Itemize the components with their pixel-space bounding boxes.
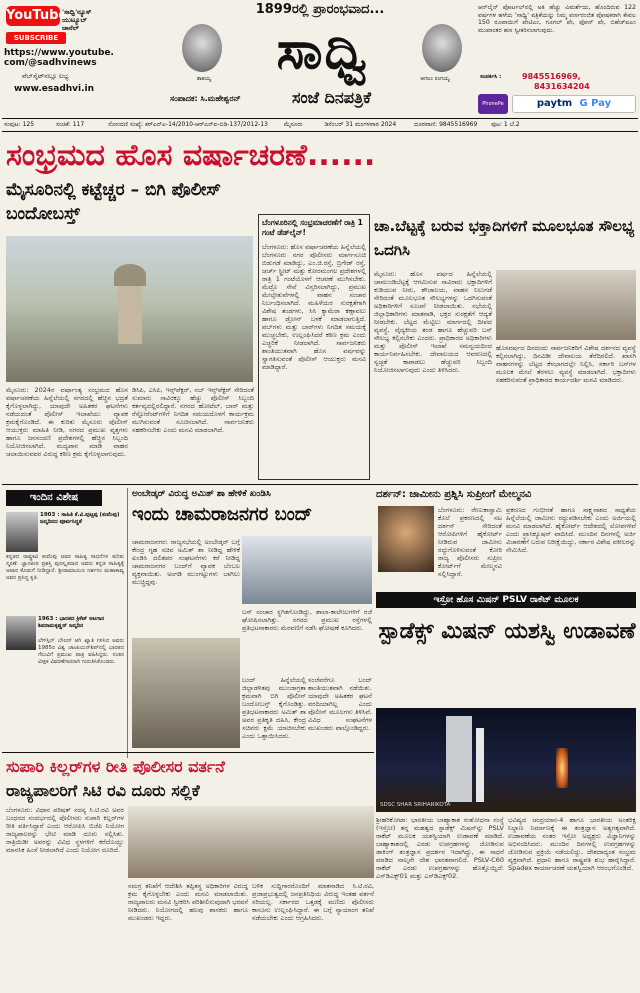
founded-line: 1899ರಲ್ಲಿ ಪ್ರಾರಂಭವಾದ... <box>255 2 385 17</box>
rocket-body <box>476 728 484 802</box>
editor-line: ಸಂಪಾದಕ: ಸಿ.ಮಹೇಶ್ವರನ್ <box>170 94 241 103</box>
darshan-photo <box>378 506 434 572</box>
side-headline: ಬೆಂಗಳೂರಿನಲ್ಲಿ ಸಂಭ್ರಮಾಚರಣೆಗೆ ರಾತ್ರಿ 1 ಗಂಟೆ ಡೆಡ್‌ಲೈನ್! <box>262 218 363 237</box>
dome <box>114 264 146 286</box>
paytm-logo: paytm <box>536 98 573 109</box>
isro-photo-caption: SDSC SHAR SRIHARIKOTA <box>380 802 451 808</box>
history-box <box>4 488 128 758</box>
history-heading: ಇಂದಿನ ವಿಶೇಷ <box>6 490 102 506</box>
divider-info <box>2 131 638 132</box>
isro-body-2: ಭವಿಷ್ಯದ ಚಂದ್ರಯಾನ-4 ಹಾಗೂ ಭಾರತೀಯ ಅಂತರಿಕ್ಷ ನಿಲ್ದಾಣ ನಿರ್ಮಾಣಕ್ಕೆ ಈ ತಂತ್ರಜ್ಞಾನ ಅತ್ಯಗತ್ಯವಾಗಿದೆ. ಉಡಾವಣೆಯ ನಂತರ ಇಸ್ರೋ ಅಧ್ಯಕ್ಷರು ವಿಜ್ಞಾನಿಗಳನ್ನು ಅಭಿನಂದಿಸಿದರು. ಮುಂದಿನ ದಿನಗಳಲ್ಲಿ ಉಪಗ್ರಹಗಳನ್ನು ಜೋಡಿಸುವ ಪ್ರಕ್ರಿಯೆ ನಡೆಯಲಿದ್ದು, ದೇಶದಾದ್ಯಂತ ಸಂಭ್ರಮ ವ್ಯಕ್ತವಾಗಿದೆ. ಪ್ರಧಾನಿ ಹಾಗೂ ರಾಷ್ಟ್ರಪತಿ ಶುಭ ಹಾರೈಸಿದ್ದಾರೆ. Spadex ಕಾರ್ಯಾಚರಣೆ ಯಶಸ್ವಿಯಾಗಿ ಆರಂಭಗೊಂಡಿದೆ. <box>508 816 636 872</box>
divider-bottom <box>2 752 374 753</box>
ctravi-headline-1: ಸುಪಾರಿ ಕಿಲ್ಲರ್‌ಗಳ ರೀತಿ ಪೊಲೀಸರ ವರ್ತನೆ <box>6 757 225 776</box>
lead-banner: ಸಂಭ್ರಮದ ಹೊಸ ವರ್ಷಾಚರಣೆ...... <box>6 138 376 173</box>
rocket-tower <box>446 716 472 802</box>
isro-kicker-bar: ಇಸ್ರೋ ಹೊಸ ಮಿಷನ್ PSLV ರಾಕೆಟ್ ಮೂಲಕ <box>376 592 636 608</box>
web-label: ವೆಬ್‌ಸೈಟ್‌ನಲ್ಲೂ ಲಭ್ಯ <box>22 72 69 80</box>
isro-body-1: ಶ್ರೀಹರಿಕೋಟಾ: ಭಾರತೀಯ ಬಾಹ್ಯಾಕಾಶ ಸಂಶೋಧನಾ ಸಂಸ್ಥೆ (ಇಸ್ರೋ) ತನ್ನ ಮಹತ್ವದ ಸ್ಪಾಡೆಕ್ಸ್ ಮಿಷನ್‌ನ್ನು PSLV ರಾಕೆಟ್ ಮೂಲಕ ಯಶಸ್ವಿಯಾಗಿ ಉಡಾವಣೆ ಮಾಡಿದೆ. ಬಾಹ್ಯಾಕಾಶದಲ್ಲಿ ಎರಡು ಉಪಗ್ರಹಗಳನ್ನು ಜೋಡಿಸುವ ಡಾಕಿಂಗ್ ತಂತ್ರಜ್ಞಾನ ಪ್ರದರ್ಶನ ಇದಾಗಿದ್ದು, ಈ ಸಾಧನೆ ಮಾಡಿದ ನಾಲ್ಕನೇ ದೇಶ ಭಾರತವಾಗಲಿದೆ. PSLV-C60 ರಾಕೆಟ್ ಎರಡು ಉಪಗ್ರಹಗಳನ್ನು ಹೊತ್ತೊಯ್ದಿದೆ: ಎಸ್‌ಡಿಎಕ್ಸ್01 ಮತ್ತು ಎಸ್‌ಡಿಎಕ್ಸ್02. <box>376 816 504 880</box>
history-item1-body: ಕನ್ನಡದ ರಾಷ್ಟ್ರಕವಿ ಕುವೆಂಪು ಅವರ ಸಾಹಿತ್ಯ ಸಾಧನೆಗಳ ಕುರಿತು ಸ್ಮರಣೆ. ಜ್ಞಾನಪೀಠ ಪ್ರಶಸ್ತಿ ಪುರಸ್ಕೃತರಾದ ಅವರು ಕನ್ನಡ ಸಾಹಿತ್ಯಕ್ಕೆ ಅಪಾರ ಕೊಡುಗೆ ನೀಡಿದ್ದಾರೆ. ಶ್ರೀರಾಮಾಯಣ ದರ್ಶನಂ ಮಹಾಕಾವ್ಯ ಅವರ ಪ್ರಸಿದ್ಧ ಕೃತಿ. <box>6 554 124 581</box>
info-date: ಡಿಸೆಂಬರ್ 31 ಮಂಗಳವಾರ 2024 <box>324 121 397 128</box>
isro-headline: ಸ್ಪಾಡೆಕ್ಸ್ ಮಿಷನ್ ಯಶಸ್ವಿ ಉಡಾವಣೆ <box>378 619 636 644</box>
bandh-body-3: ಬಂದ್ ಹಿನ್ನೆಲೆಯಲ್ಲಿ ಜಿಲ್ಲಾಡಳಿತವು ಮುಂಜಾಗ್ರತಾ ಕ್ರಮವಾಗಿ ಬಿಗಿ ಪೊಲೀಸ್ ಬಂದೋಬಸ್ತ್ ಕೈಗೊಂಡಿತ್ತು. ಪ್ರತಿಭಟನಾಕಾರರು ಅಮಿತ್ ಶಾ ಅವರ ಪ್ರತಿಕೃತಿ ದಹಿಸಿ, ಕೇಂದ್ರ ಸಚಿವರು ಕ್ಷಮೆ ಯಾಚಿಸಬೇಕು ಎಂದು ಒತ್ತಾಯಿಸಿದರು. <box>242 676 306 740</box>
phonepe-logo: PhonePe <box>478 94 508 114</box>
right-headline: ಚಾ.ಬೆಟ್ಟಕ್ಕೆ ಬರುವ ಭಕ್ತಾದಿಗಳಿಗೆ ಮೂಲಭೂತ ಸೌಲಭ್ಯ ಒದಗಿಸಿ <box>374 217 635 259</box>
isro-photo <box>376 708 636 812</box>
yt-url-line1: https://www.youtube. <box>4 48 114 58</box>
website-link[interactable]: www.esadhvi.in <box>14 84 95 94</box>
history-item1-title: 1903 : ಸಾಹಿತಿ ಕೆ.ವಿ.ಪುಟ್ಟಪ್ಪ (ಕುವೆಂಪು) ಜನ್ಮದಿನದ ಪೂರ್ವಸಿದ್ಧತೆ <box>40 512 120 525</box>
yt-url[interactable] <box>4 48 124 68</box>
history-item2-title: 1963 : ಭಾರತದ ಕ್ರಿಕೆಟ್ ಆಟಗಾರ ಶಿವರಾಮಕೃಷ್ಣನ್ ಜನ್ಮದಿನ <box>38 616 105 629</box>
ctravi-body-3: ಬಳಿಕ ಸುದ್ದಿಗಾರರೊಂದಿಗೆ ಮಾತನಾಡಿದ ಸಿ.ಟಿ.ರವಿ, ಪ್ರಜಾಪ್ರಭುತ್ವದಲ್ಲಿ ಜನಪ್ರತಿನಿಧಿಯ ವಿರುದ್ಧ ಇಂತಹ ವರ್ತನೆ ಸರಿಯಲ್ಲ. ಸರ್ಕಾರದ ಒತ್ತಡಕ್ಕೆ ಮಣಿದು ಪೊಲೀಸರು ಕಾನೂನು ಉಲ್ಲಂಘಿಸಿದ್ದಾರೆ. ಈ ಬಗ್ಗೆ ನ್ಯಾಯಾಂಗ ತನಿಖೆ ನಡೆಯಬೇಕು ಎಂದು ಆಗ್ರಹಿಸಿದರು. <box>252 882 374 922</box>
meeting-photo <box>496 270 636 340</box>
yt-box <box>4 6 114 106</box>
ctravi-photo <box>128 806 374 878</box>
divider-top <box>2 118 638 119</box>
appeal-box <box>478 4 636 116</box>
appeal-text: ಆನ್‌ಲೈನ್ ಪೋರ್ಟಲ್‌ನಲ್ಲಿ ಅತಿ ಹೆಚ್ಚು ವಿಮರ್ಶೆಯ, ಹೊಂದಿರುವ 122 ವರ್ಷಗಳ ಹಳೆಯ 'ಸಾಧ್ವಿ' ಪತ್ರಿಕೆಯನ್ನು ನಿಮ್ಮ ವರ್ಣರಂಜಿತ ಪೋಷಕರಾಗಿ ಕೇವಲ 150 ರೂಪಾಯಿಗೆ ಪೇಟಿಎಂ, ಗೂಗಲ್ ಪೇ, ಫೋನ್ ಪೇ, ಬಿಹೆಚ್‌ಐಎಂ ಮುಖಾಂತರ ಹಣ ಸ್ವೀಕರಿಸಲಾಗುವುದು. <box>478 4 636 34</box>
darshan-body-1: ಬೆಂಗಳೂರು: ರೇಣುಕಾಸ್ವಾಮಿ ಕೊಲೆ ಪ್ರಕರಣದಲ್ಲಿ ನಟ ದರ್ಶನ್ ಸೇರಿದಂತೆ ಆರೋಪಿಗಳಿಗೆ ಹೈಕೋರ್ಟ್ ನೀಡಿರುವ ಜಾಮೀನು ರದ್ದುಗೊಳಿಸುವಂತೆ ಕೋರಿ ರಾಜ್ಯ ಪೊಲೀಸರು ಸುಪ್ರೀಂ ಕೋರ್ಟ್‌ಗೆ ಮೇಲ್ಮನವಿ ಸಲ್ಲಿಸಿದ್ದಾರೆ. <box>438 506 502 578</box>
info-reg: ನೋಂದಣಿ ಸಂಖ್ಯೆ: ಕರ್‌ಎನ್‌ಎ-14/2010-ಆರ್‌ಎನ್‌ಐ-ಬಿಡಿ-137/2012-13 <box>108 121 268 128</box>
lead-left-body-1: ಮೈಸೂರು: 2024ರ ವರ್ಷಾಂತ್ಯ ಸಂಭ್ರಮದ ಹೊಸ ವರ್ಷಾಚರಣೆಯ ಹಿನ್ನೆಲೆಯಲ್ಲಿ ನಗರದಲ್ಲಿ ಹೆಚ್ಚಿನ ಭದ್ರತೆ ಕೈಗೊಳ್ಳಲಾಗಿದ್ದು, ಯಾವುದೇ ಅಹಿತಕರ ಘಟನೆಗಳು ನಡೆಯದಂತೆ ಪೊಲೀಸ್ ಇಲಾಖೆಯು ವ್ಯಾಪಕ ಕ್ರಮಕೈಗೊಂಡಿದೆ. ಈ ಕುರಿತು ಮೈಸೂರು ಪೊಲೀಸ್ ಆಯುಕ್ತರು ಮಾಹಿತಿ ನೀಡಿ, ನಗರದ ಪ್ರಮುಖ ವೃತ್ತಗಳು ಹಾಗೂ ಜನಸಂದಣಿ ಪ್ರದೇಶಗಳಲ್ಲಿ ಹೆಚ್ಚಿನ ಸಿಬ್ಬಂದಿ ನಿಯೋಜಿಸಲಾಗಿದೆ. ಮದ್ಯಪಾನ ಮಾಡಿ ವಾಹನ ಚಲಾಯಿಸುವವರ ವಿರುದ್ಧ ಕಠಿಣ ಕ್ರಮ ಕೈಗೊಳ್ಳಲಾಗುವುದು. <box>6 386 128 458</box>
right-body-2: ಹೊಸವರ್ಷದ ದಿನದಂದು ಸಾರ್ವಜನಿಕರಿಗೆ ವಿಶೇಷ ದರ್ಶನದ ವ್ಯವಸ್ಥೆ ಕಲ್ಪಿಸಲಾಗಿದ್ದು, ದಿನವಿಡೀ ದೇವಾಲಯ ತೆರೆದಿರಲಿದೆ. ಖಾಸಗಿ ವಾಹನಗಳನ್ನು ಬೆಟ್ಟದ ಕೆಳಭಾಗದಲ್ಲೇ ನಿಲ್ಲಿಸಿ, ಸರ್ಕಾರಿ ಬಸ್‌ಗಳ ಮೂಲಕ ಮೇಲೆ ತೆರಳಲು ವ್ಯವಸ್ಥೆ ಮಾಡಲಾಗಿದೆ. ಭಕ್ತಾದಿಗಳು ಸಹಕರಿಸುವಂತೆ ಪ್ರಾಧಿಕಾರದ ಕಾರ್ಯದರ್ಶಿ ಮನವಿ ಮಾಡಿದರು. <box>496 344 636 384</box>
lead-left-body-2: ಡಿಸಿಪಿ, ಎಸಿಪಿ, ಇನ್ಸ್‌ಪೆಕ್ಟರ್, ಸಬ್ ಇನ್ಸ್‌ಪೆಕ್ಟರ್ ಸೇರಿದಂತೆ ಸುಮಾರು ಸಾವಿರಕ್ಕೂ ಹೆಚ್ಚು ಪೊಲೀಸ್ ಸಿಬ್ಬಂದಿ ಕರ್ತವ್ಯದಲ್ಲಿರಲಿದ್ದಾರೆ. ನಗರದ ಹೋಟೆಲ್, ಬಾರ್ ಮತ್ತು ರೆಸ್ಟೋರೆಂಟ್‌ಗಳಿಗೆ ನಿಗದಿತ ಸಮಯದೊಳಗೆ ಕಾರ್ಯಕ್ರಮ ಮುಗಿಸುವಂತೆ ಸೂಚಿಸಲಾಗಿದೆ. ಸಾರ್ವಜನಿಕರು ಸಹಕರಿಸಬೇಕು ಎಂದು ಮನವಿ ಮಾಡಲಾಗಿದೆ. <box>132 386 254 434</box>
payment-logos <box>512 95 636 113</box>
bandh-photo-1 <box>242 536 372 604</box>
history-item2-body: ಲೆಗ್‌ಸ್ಪಿನ್ ಬೌಲರ್ ಆಗಿ ಖ್ಯಾತಿ ಗಳಿಸಿದ ಅವರು 1985ರ ವಿಶ್ವ ಚಾಂಪಿಯನ್‌ಶಿಪ್‌ನಲ್ಲಿ ಭಾರತದ ಗೆಲುವಿಗೆ ಪ್ರಮುಖ ಪಾತ್ರ ವಹಿಸಿದ್ದರು. ನಂತರ ವೀಕ್ಷಕ ವಿವರಣೆಗಾರರಾಗಿ ಗುರುತಿಸಿಕೊಂಡರು. <box>38 638 124 665</box>
bandh-photo-2 <box>132 638 240 748</box>
info-city: ಮೈಸೂರು <box>283 121 303 128</box>
bandh-body-1: ಚಾಮರಾಜನಗರ: ರಾಜ್ಯಸಭೆಯಲ್ಲಿ ಅಂಬೇಡ್ಕರ್ ಬಗ್ಗೆ ಕೇಂದ್ರ ಗೃಹ ಸಚಿವ ಅಮಿತ್ ಶಾ ನೀಡಿದ್ದ ಹೇಳಿಕೆ ಖಂಡಿಸಿ ದಲಿತಪರ ಸಂಘಟನೆಗಳು ಕರೆ ನೀಡಿದ್ದ ಚಾಮರಾಜನಗರ ಬಂದ್‌ಗೆ ವ್ಯಾಪಕ ಬೆಂಬಲ ವ್ಯಕ್ತವಾಯಿತು. ಅಂಗಡಿ ಮುಂಗಟ್ಟುಗಳು ಬಾಗಿಲು ಮುಚ್ಚಿದ್ದವು. <box>132 538 240 586</box>
yt-url-line2: com/@sadhvinews <box>4 58 97 68</box>
info-issue: ಸಂಚಿಕೆ: 117 <box>55 121 85 128</box>
phone-2[interactable]: 8431634204 <box>534 82 590 91</box>
masthead-block <box>170 2 470 114</box>
founder-right-name: ಆಗಲಂ ರಂಗಯ್ಯ <box>420 76 450 82</box>
info-pages: ಪುಟ: 1 ಬೆ.2 <box>491 121 520 128</box>
tagline: ಸಂಜೆ ದಿನಪತ್ರಿಕೆ <box>292 88 372 107</box>
subscribe-button[interactable]: SUBSCRIBE <box>6 32 66 44</box>
kuvempu-photo <box>6 512 38 552</box>
right-body-1: ಮೈಸೂರು: ಹೊಸ ವರ್ಷದ ಹಿನ್ನೆಲೆಯಲ್ಲಿ ಚಾಮುಂಡಿಬೆಟ್ಟಕ್ಕೆ ಆಗಮಿಸುವ ಸಾವಿರಾರು ಭಕ್ತಾದಿಗಳಿಗೆ ಕುಡಿಯುವ ನೀರು, ಶೌಚಾಲಯ, ವಾಹನ ನಿಲುಗಡೆ ಸೇರಿದಂತೆ ಮೂಲಭೂತ ಸೌಲಭ್ಯಗಳನ್ನು ಒದಗಿಸುವಂತೆ ಅಧಿಕಾರಿಗಳಿಗೆ ಸೂಚನೆ ನೀಡಲಾಯಿತು. ಸಭೆಯಲ್ಲಿ ಜಿಲ್ಲಾಧಿಕಾರಿಗಳು ಮಾತನಾಡಿ, ಭಕ್ತರ ಸುರಕ್ಷತೆಗೆ ಆದ್ಯತೆ ನೀಡಬೇಕು. ಬೆಟ್ಟದ ಮೆಟ್ಟಿಲು ಮಾರ್ಗದಲ್ಲಿ ದೀಪದ ವ್ಯವಸ್ಥೆ, ವೈದ್ಯಕೀಯ ತಂಡ ಹಾಗೂ ಹೆಚ್ಚುವರಿ ಬಸ್ ಸೌಲಭ್ಯ ಕಲ್ಪಿಸಬೇಕು ಎಂದರು. ಪ್ರಾಧಿಕಾರದ ಅಧಿಕಾರಿಗಳು ಮತ್ತು ಪೊಲೀಸ್ ಇಲಾಖೆ ಸಮನ್ವಯದಿಂದ ಕಾರ್ಯನಿರ್ವಹಿಸಬೇಕು. ದೇವಾಲಯದ ಆವರಣದಲ್ಲಿ ಸ್ವಚ್ಛತೆ ಕಾಪಾಡಲು ಹೆಚ್ಚುವರಿ ಸಿಬ್ಬಂದಿ ನಿಯೋಜಿಸಲಾಗುವುದು ಎಂದು ತಿಳಿಸಿದರು. <box>374 270 492 374</box>
gpay-logo: G Pay <box>579 98 612 109</box>
yt-channel-label: 'ಸಾಧ್ವಿ'ನ್ಯೂಸ್ ಯುಟ್ಯೂಬ್ ಚಾನೆಲ್ <box>62 8 92 32</box>
masthead-title: ಸಾಧ್ವಿ <box>276 20 370 81</box>
launch-glow <box>556 748 568 788</box>
ctravi-body-2: ಸಮಗ್ರ ತನಿಖೆಗೆ ಆದೇಶಿಸಿ ತಪ್ಪಿತಸ್ಥ ಅಧಿಕಾರಿಗಳ ವಿರುದ್ಧ ಕ್ರಮ ಕೈಗೊಳ್ಳಬೇಕು ಎಂದು ಮನವಿ ಮಾಡಲಾಯಿತು. ರಾಜ್ಯಪಾಲರು ಮನವಿ ಸ್ವೀಕರಿಸಿ ಪರಿಶೀಲಿಸುವುದಾಗಿ ಭರವಸೆ ನೀಡಿದರು. ನಿಯೋಗದಲ್ಲಿ ಹಲವು ಶಾಸಕರು ಹಾಗೂ ಮುಖಂಡರು ಇದ್ದರು. <box>128 882 248 922</box>
bandh-headline: ಇಂದು ಚಾಮರಾಜನಗರ ಬಂದ್ <box>132 504 313 525</box>
bandh-body-2: ಬಸ್ ಸಂಚಾರ ಸ್ಥಗಿತಗೊಂಡಿದ್ದು, ಶಾಲಾ-ಕಾಲೇಜುಗಳಿಗೆ ರಜೆ ಘೋಷಿಸಲಾಗಿತ್ತು. ನಗರದ ಪ್ರಮುಖ ರಸ್ತೆಗಳಲ್ಲಿ ಪ್ರತಿಭಟನಾಕಾರರು ಮೆರವಣಿಗೆ ನಡೆಸಿ ಘೋಷಣೆ ಕೂಗಿದರು. <box>242 608 372 632</box>
divider-mid <box>2 484 638 485</box>
contact-label: ಸಂಪರ್ಕಿಸಿ : <box>480 74 502 80</box>
side-story-box <box>258 214 370 480</box>
lead-left-headline: ಮೈಸೂರಿನಲ್ಲಿ ಕಟ್ಟೆಚ್ಚರ – ಬಿಗಿ ಪೊಲೀಸ್ ಬಂದೋಬಸ್ತ್ <box>6 180 221 224</box>
ctravi-body-1: ಬೆಂಗಳೂರು: ವಿಧಾನ ಪರಿಷತ್ ಸದಸ್ಯ ಸಿ.ಟಿ.ರವಿ ಅವರ ಬಂಧನದ ಸಂದರ್ಭದಲ್ಲಿ ಪೊಲೀಸರು ಸುಪಾರಿ ಕಿಲ್ಲರ್‌ಗಳ ರೀತಿ ವರ್ತಿಸಿದ್ದಾರೆ ಎಂದು ಆರೋಪಿಸಿ ಬಿಜೆಪಿ ನಿಯೋಗ ರಾಜ್ಯಪಾಲರನ್ನು ಭೇಟಿ ಮಾಡಿ ದೂರು ಸಲ್ಲಿಸಿತು. ರಾತ್ರಿಯಿಡೀ ಅವರನ್ನು ವಿವಿಧ ಸ್ಥಳಗಳಿಗೆ ಕರೆದೊಯ್ದು ಮಾನಸಿಕ ಹಿಂಸೆ ನೀಡಲಾಗಿದೆ ಎಂದು ನಿಯೋಗ ದೂರಿದೆ. <box>6 806 124 854</box>
darshan-headline: ದರ್ಶನ್: ಜಾಮೀನು ಪ್ರಶ್ನಿಸಿ ಸುಪ್ರೀಂಗೆ ಮೇಲ್ಮನವಿ <box>376 489 532 500</box>
cricketer-photo <box>6 616 36 650</box>
mysuru-photo <box>6 236 253 382</box>
side-body: ಬೆಂಗಳೂರು: ಹೊಸ ವರ್ಷಾಚರಣೆಯ ಹಿನ್ನೆಲೆಯಲ್ಲಿ ಬೆಂಗಳೂರು ನಗರ ಪೊಲೀಸರು ಮಾರ್ಗಸೂಚಿ ಬಿಡುಗಡೆ ಮಾಡಿದ್ದು, ಎಂ.ಜಿ.ರಸ್ತೆ, ಬ್ರಿಗೇಡ್ ರಸ್ತೆ, ಚರ್ಚ್ ಸ್ಟ್ರೀಟ್ ಮತ್ತು ಕೋರಮಂಗಲ ಪ್ರದೇಶಗಳಲ್ಲಿ ರಾತ್ರಿ 1 ಗಂಟೆಯೊಳಗೆ ಆಚರಣೆ ಮುಗಿಸಬೇಕು. ಮೆಟ್ರೊ ಸೇವೆ ವಿಸ್ತರಿಸಲಾಗಿದ್ದು, ಪ್ರಮುಖ ಮೇಲ್ಸೇತುವೆಗಳಲ್ಲಿ ವಾಹನ ಸಂಚಾರ ನಿರ್ಬಂಧಿಸಲಾಗಿದೆ. ಮಹಿಳೆಯರ ಸುರಕ್ಷತೆಗಾಗಿ ವಿಶೇಷ ತಂಡಗಳು, ಸಿಸಿ ಕ್ಯಾಮೆರಾ ಕಣ್ಗಾವಲು ಹಾಗೂ ಡ್ರೋನ್ ಬಳಕೆ ಮಾಡಲಾಗುತ್ತಿದೆ. ಪಬ್‌ಗಳು ಮತ್ತು ಬಾರ್‌ಗಳು ನಿಗದಿತ ಸಮಯಕ್ಕೆ ಮುಚ್ಚಬೇಕು, ಉಲ್ಲಂಘಿಸಿದರೆ ಕಠಿಣ ಕ್ರಮ ಎಂದು ಎಚ್ಚರಿಕೆ ನೀಡಲಾಗಿದೆ. ಸಾರ್ವಜನಿಕರು ಶಾಂತಿಯುತವಾಗಿ ಹೊಸ ವರ್ಷವನ್ನು ಸ್ವಾಗತಿಸುವಂತೆ ಪೊಲೀಸ್ ಆಯುಕ್ತರು ಮನವಿ ಮಾಡಿದ್ದಾರೆ. <box>262 243 366 371</box>
youtube-logo[interactable]: YouTube <box>6 6 60 26</box>
founder-left-name: ತಾತಯ್ಯ <box>196 76 212 82</box>
founder-right-portrait <box>422 24 462 72</box>
info-phone: ದೂರವಾಣಿ: 9845516969 <box>414 121 478 128</box>
ctravi-headline-2: ರಾಜ್ಯಪಾಲರಿಗೆ ಸಿಟಿ ರವಿ ದೂರು ಸಲ್ಲಿಕೆ <box>6 781 200 800</box>
info-bar <box>4 120 636 130</box>
info-volume: ಸಂಪುಟ: 125 <box>4 121 35 128</box>
bandh-kicker: ಅಂಬೇಡ್ಕರ್ ವಿರುದ್ಧ ಅಮಿತ್ ಶಾ ಹೇಳಿಕೆ ಖಂಡಿಸಿ <box>132 489 271 499</box>
bandh-body-4: ಸಂಜೆವರೆಗೂ ಬಂದ್ ಶಾಂತಿಯುತವಾಗಿ ನಡೆಯಿತು. ಯಾವುದೇ ಅಹಿತಕರ ಘಟನೆ ವರದಿಯಾಗಿಲ್ಲ ಎಂದು ಪೊಲೀಸ್ ಮೂಲಗಳು ತಿಳಿಸಿವೆ. ವಿವಿಧ ಸಂಘಟನೆಗಳ ಮುಖಂಡರು ಪಾಲ್ಗೊಂಡಿದ್ದರು. <box>308 676 372 732</box>
darshan-body-2: ಪ್ರಕರಣದ ಗಂಭೀರತೆ ಹಾಗೂ ಸಾಕ್ಷ್ಯನಾಶದ ಸಾಧ್ಯತೆಯ ಹಿನ್ನೆಲೆಯಲ್ಲಿ ಜಾಮೀನು ರದ್ದುಪಡಿಸಬೇಕು ಎಂದು ಅರ್ಜಿಯಲ್ಲಿ ಮನವಿ ಮಾಡಲಾಗಿದೆ. ಹೈಕೋರ್ಟ್ ಆದೇಶದಲ್ಲಿ ಲೋಪಗಳಿವೆ ಎಂದು ಪ್ರಾಸಿಕ್ಯೂಷನ್ ವಾದಿಸಿದೆ. ಮುಂದಿನ ದಿನಗಳಲ್ಲಿ ಅರ್ಜಿ ವಿಚಾರಣೆಗೆ ಬರುವ ನಿರೀಕ್ಷೆಯಿದ್ದು, ಸರ್ಕಾರ ವಿಶೇಷ ವಕೀಲರನ್ನು ನೇಮಿಸಿದೆ. <box>506 506 636 554</box>
founder-left-portrait <box>182 24 222 72</box>
phone-1[interactable]: 9845516969, <box>522 72 581 81</box>
